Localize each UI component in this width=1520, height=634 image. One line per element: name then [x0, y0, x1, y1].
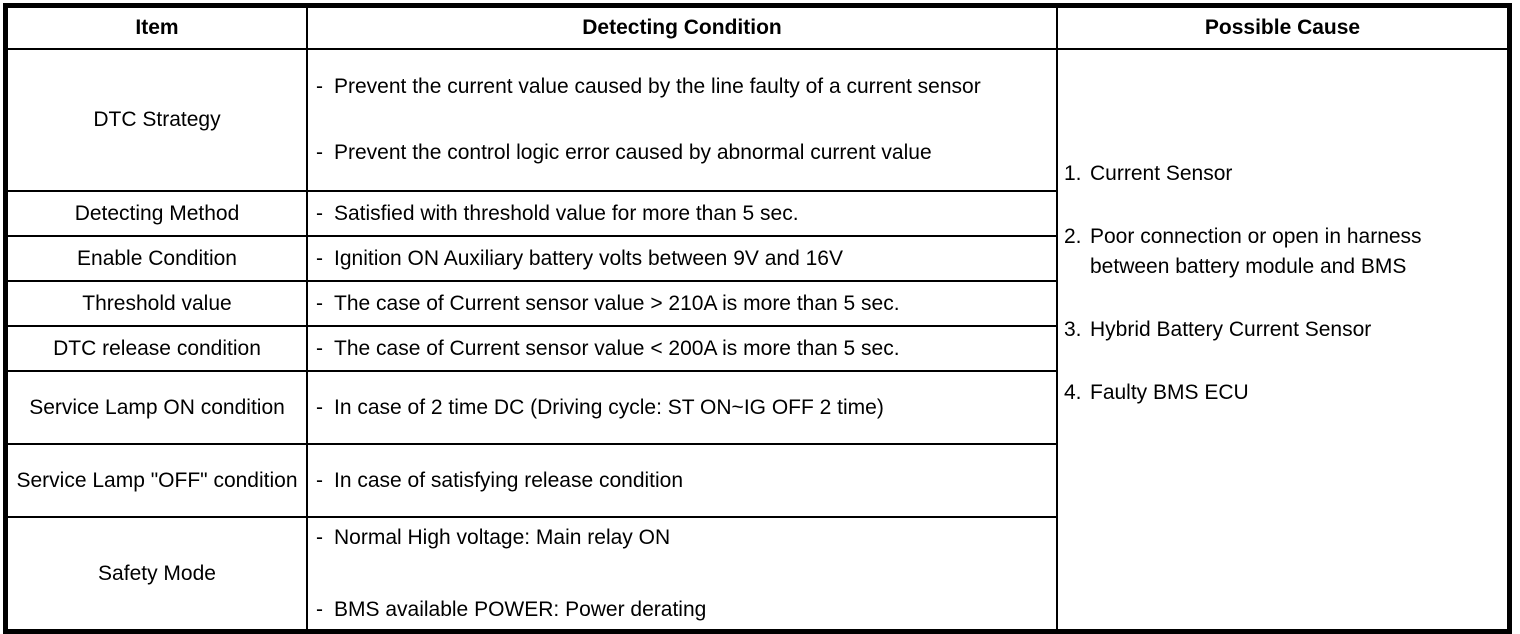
condition-cell — [307, 236, 1057, 281]
condition-bullet — [316, 334, 1046, 364]
condition-cell — [307, 326, 1057, 371]
condition-cell — [307, 281, 1057, 326]
condition-bullet — [316, 138, 1046, 168]
cause-number: 1. — [1064, 162, 1082, 185]
condition-bullet — [316, 595, 1046, 625]
item-cell: DTC release condition — [7, 326, 307, 371]
condition-cell — [307, 517, 1057, 630]
cause-text: Current Sensor — [1090, 162, 1233, 185]
condition-bullet — [316, 72, 1046, 102]
item-cell: Detecting Method — [7, 191, 307, 236]
condition-text: BMS available POWER: Power derating — [334, 597, 707, 621]
bullet-dash: - — [316, 141, 323, 164]
cause-number: 4. — [1064, 381, 1082, 404]
condition-text: The case of Current sensor value > 210A is more than 5 sec. — [334, 291, 900, 315]
possible-cause-cell — [1057, 49, 1508, 630]
item-cell: DTC Strategy — [7, 49, 307, 191]
condition-text: Ignition ON Auxiliary battery volts between 9V and 16V — [334, 246, 843, 270]
bullet-dash: - — [316, 525, 323, 549]
header-row — [7, 7, 1508, 49]
bullet-dash: - — [316, 246, 323, 270]
item-cell: Enable Condition — [7, 236, 307, 281]
cause-text: Poor connection or open in harness between battery module and BMS — [1090, 225, 1422, 278]
cause-text: Faulty BMS ECU — [1090, 381, 1249, 404]
table-row — [7, 49, 1508, 191]
condition-text: Normal High voltage: Main relay ON — [334, 525, 671, 549]
condition-text: In case of satisfying release condition — [334, 468, 684, 492]
cause-item — [1064, 159, 1499, 189]
condition-cell — [307, 49, 1057, 191]
condition-text: Prevent the control logic error caused by abnormal current value — [334, 141, 932, 164]
condition-text: Satisfied with threshold value for more than 5 sec. — [334, 201, 799, 225]
cause-number: 2. — [1064, 225, 1082, 248]
condition-text: In case of 2 time DC (Driving cycle: ST ON~IG OFF 2 time) — [334, 395, 884, 419]
condition-text: The case of Current sensor value < 200A is more than 5 sec. — [334, 336, 900, 360]
bullet-dash: - — [316, 597, 323, 621]
condition-bullet — [316, 244, 1046, 274]
bullet-dash: - — [316, 336, 323, 360]
header-detecting-condition: Detecting Condition — [307, 7, 1057, 49]
condition-bullet — [316, 393, 1046, 423]
item-cell: Threshold value — [7, 281, 307, 326]
bullet-dash: - — [316, 201, 323, 225]
condition-cell — [307, 191, 1057, 236]
condition-bullet — [316, 199, 1046, 229]
item-cell: Service Lamp "OFF" condition — [7, 444, 307, 517]
header-item: Item — [7, 7, 307, 49]
dtc-table — [6, 6, 1509, 631]
bullet-dash: - — [316, 75, 323, 98]
item-cell: Safety Mode — [7, 517, 307, 630]
condition-bullet — [316, 466, 1046, 496]
condition-cell — [307, 371, 1057, 444]
condition-bullet — [316, 523, 1046, 553]
item-cell: Service Lamp ON condition — [7, 371, 307, 444]
condition-cell — [307, 444, 1057, 517]
cause-text: Hybrid Battery Current Sensor — [1090, 318, 1372, 341]
bullet-dash: - — [316, 468, 323, 492]
cause-item — [1064, 378, 1499, 408]
bullet-dash: - — [316, 395, 323, 419]
cause-number: 3. — [1064, 318, 1082, 341]
cause-item — [1064, 315, 1499, 345]
bullet-dash: - — [316, 291, 323, 315]
condition-text: Prevent the current value caused by the line faulty of a current sensor — [334, 75, 981, 98]
header-possible-cause: Possible Cause — [1057, 7, 1508, 49]
condition-bullet — [316, 289, 1046, 319]
cause-item — [1064, 222, 1499, 282]
